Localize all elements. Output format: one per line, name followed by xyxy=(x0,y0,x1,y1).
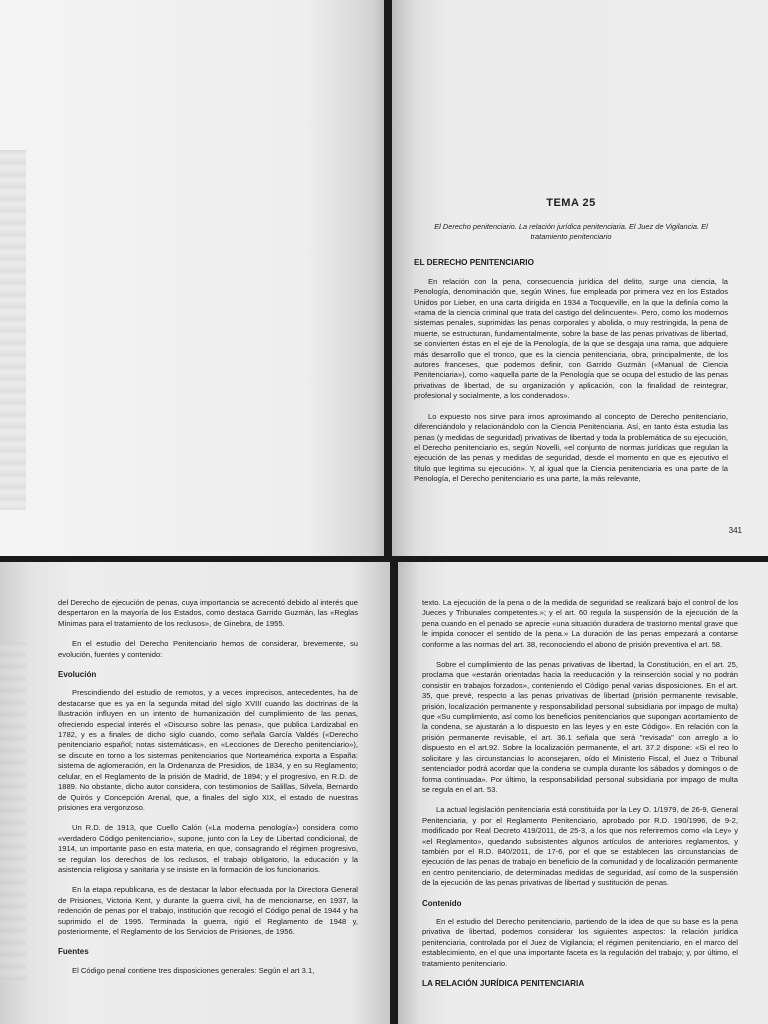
chapter-subtitle: El Derecho penitenciario. La relación jurídica penitenciaria. El Juez de Vigilancia. El tratamiento penitenciario xyxy=(434,222,708,242)
section-heading-evolucion: Evolución xyxy=(58,670,97,680)
paragraph: El Código penal contiene tres disposiciones generales: Según el art 3.1, xyxy=(72,965,315,975)
section-heading-relacion-juridica: LA RELACIÓN JURÍDICA PENITENCIARIA xyxy=(422,979,585,988)
paragraph: del Derecho de ejecución de penas, cuya importancia se acrecentó debido al interés que despertaron en la mayoría de los Estados, como destaca Garrido Guzmán, las «Reglas Mínimas para el tratamiento de los reclusos», de Ginebra, de 1955. xyxy=(58,598,358,628)
page-edge-shadow xyxy=(0,150,26,510)
page-bottom-right xyxy=(398,562,768,1024)
section-heading-contenido: Contenido xyxy=(422,898,462,908)
paragraph: Lo expuesto nos sirve para irnos aproximando al concepto de Derecho penitenciario, diferenciándolo y relacionándolo con la Ciencia Penitenciaria. Así, en tanto ésta estudia las penas (y medidas de seguridad) privativas de libertad y toda la problemática de su ejecución, el Derecho penitenciario es, según Novelli, «el conjunto de normas jurídicas que regulan la ejecución de las penas y medidas de seguridad, desde el momento en que es ejecutivo el título que legitima su ejecución». Y, al igual que la Ciencia penitenciaria es una parte de la Penología, el Derecho penitenciario es una parte, la más relevante, xyxy=(414,411,728,484)
paragraph: La actual legislación penitenciaria está constituida por la Ley O. 1/1979, de 26-9, General Penitenciaria, y por el Reglamento Penitenciario, aprobado por R.D. 190/1996, de 9-2, modificado por Real Decreto 419/2011, de 25-3, a los que nos referiremos como «la Ley» y «el Reglamento», quedando subsistentes algunos artículos de anteriores reglamentos, y también por el R.D. 840/2011, de 17-6, por el que se establecen las circunstancias de ejecución de las penas de trabajo en beneficio de la comunidad y de localización permanente en centro penitenciario, de determinadas medidas de seguridad, así como de la suspensión de la ejecución de las penas privativas de libertad y sustitución de penas. xyxy=(422,805,738,888)
paragraph: Un R.D. de 1913, que Cuello Calón («La moderna penología») considera como «verdadero Código penitenciario», supone, junto con la Ley de Libertad condicional, de 1914, un importante paso en esta materia, en que, consagrando el régimen progresivo, se regulan los derechos de los reclusos, el trabajo obligatorio, la educación y la asistencia religiosa y sanitaria y se insiste en la formación de los funcionarios. xyxy=(58,823,358,874)
page-bottom-left xyxy=(0,562,390,1024)
paragraph: En la etapa republicana, es de destacar la labor efectuada por la Directora General de Prisiones, Victoria Kent, y durante la guerra civil, ha de mencionarse, en 1937, la redención de penas por el trabajo, institución que recogió el Código penal de 1944 y ha suprimido el de 1995. Terminada la guerra, rigió el Reglamento de 1948 y, posteriormente, el Reglamento de los Servicios de Prisiones, de 1956. xyxy=(58,885,358,936)
page-bottom-left-content xyxy=(58,598,358,986)
chapter-title: TEMA 25 xyxy=(546,197,596,209)
paragraph: En el estudio del Derecho penitenciario, partiendo de la idea de que su base es la pena privativa de libertad, podemos considerar los siguientes aspectos: la relación jurídica penitenciaria, controlada por el Juez de Vigilancia; el régimen penitenciario, en el marco del establecimiento, en el que una importante faceta es la regulación del trabajo; y, por último, el tratamiento penitenciario. xyxy=(422,916,738,968)
section-heading: EL DERECHO PENITENCIARIO xyxy=(414,258,534,268)
page-top-left-blank xyxy=(0,0,384,556)
section-heading-fuentes: Fuentes xyxy=(58,947,89,957)
paragraph: texto. La ejecución de la pena o de la medida de seguridad se realizará bajo el control de los Jueces y Tribunales competentes.»; y el art. 60 regula la suspensión de la ejecución de la pena cuando en el penado se aprecie «una situación duradera de trastorno mental grave que le impida conocer el sentido de la pena.» La duración de las penas empezará a contarse conforme a las normas del art. 38, reconociendo el abono de prisión preventiva el art. 58. xyxy=(422,598,738,649)
page-number: 341 xyxy=(728,526,742,535)
page-341-content xyxy=(414,198,728,495)
page-edge-shadow xyxy=(0,642,26,982)
page-bottom-right-content xyxy=(422,598,738,989)
page-341 xyxy=(392,0,768,556)
paragraph: Prescindiendo del estudio de remotos, y a veces imprecisos, antecedentes, ha de destacarse que es ya en la segunda mitad del siglo XVIII cuando las doctrinas de la Ilustración influyen en un intento de humanización del cumplimiento de las penas, ofreciendo especial interés el «Discurso sobre las penas», que publica Lardizabal en 1782, y es a finales de dicho siglo cuando, como señala García Valdés («Derecho penitenciario español; notas sistemáticas», en «Lecciones de Derecho penitenciario»), se discute en torno a los sistemas penitenciarios que Norteamérica exporta a España: sistema de aglomeración, en la Ordenanza de Presidios, de 1834, y en su Reglamento; celular, en el Reglamento de la prisión de Madrid, de 1894; y el progresivo, en R.D. de 1889. No obstante, dicho autor considera, con testimonios de Salillas, Silvela, Bernardo de Quirós y Concepción Arenal, que, a finales del siglo XIX, el estado de nuestras prisiones era vergonzoso. xyxy=(58,688,358,812)
paragraph: En relación con la pena, consecuencia jurídica del delito, surge una ciencia, la Penología, denominación que, según Wines, fue empleada por primera vez en los Estados Unidos por Lieber, en una carta dirigida en 1934 a Tocqueville, en la que la definía como la «rama de la ciencia criminal que trata del castigo del delincuente». Pero, como los modernos sistemas penales, suprimidas las penas corporales y abolida, o muy restringida, la pena de muerte, se estructuran, fundamentalmente, sobre la base de las penas privativas de libertad, se convierten éstas en el eje de la Penología, de la que se desgaja una rama, que adquiere más desarrollo que el tronco, que es la ciencia penitenciaria, obra, principalmente, de los autores franceses, que podemos definir, con Garrido Guzmán («Manual de Ciencia Penitenciaria»), como «aquella parte de la Penología que se ocupa del estudio de las penas privativas de libertad, de su organización y aplicación, con la finalidad de reintegrar, profesional y socialmente, a los condenados». xyxy=(414,276,728,401)
paragraph: Sobre el cumplimiento de las penas privativas de libertad, la Constitución, en el art. 25, proclama que «estarán orientadas hacia la reeducación y la reinserción social y no podrán consistir en trabajos forzados», conteniendo el Código penal varias disposiciones. En el art. 35, que prevé, respecto a las penas privativas de libertad (prisión permanente revisable, prisión, localización permanente y responsabilidad personal subsidiaria por impago de multa) que «Su cumplimiento, así como los beneficios penitenciarios que supongan acortamiento de la condena, se ajustarán a lo dispuesto en las leyes y en este Código». En relación con la prisión permanente revisable, el art. 36.1 señala que será "revisada" con arreglo a lo dispuesto en el art.92. Sobre la localización permanente, el art. 37.2 dispone: «Si el reo lo solicitare y las circunstancias lo aconsejaren, oído el Ministerio Fiscal, el Juez o Tribunal sentenciador podrá acordar que la condena se cumpla durante los sábados y domingos o de forma continuada». Por último, la responsabilidad personal subsidiaria por impago de multa se regula en el art. 53. xyxy=(422,660,738,794)
paragraph: En el estudio del Derecho Penitenciario hemos de considerar, brevemente, su evolución, fuentes y contenido: xyxy=(58,639,358,659)
